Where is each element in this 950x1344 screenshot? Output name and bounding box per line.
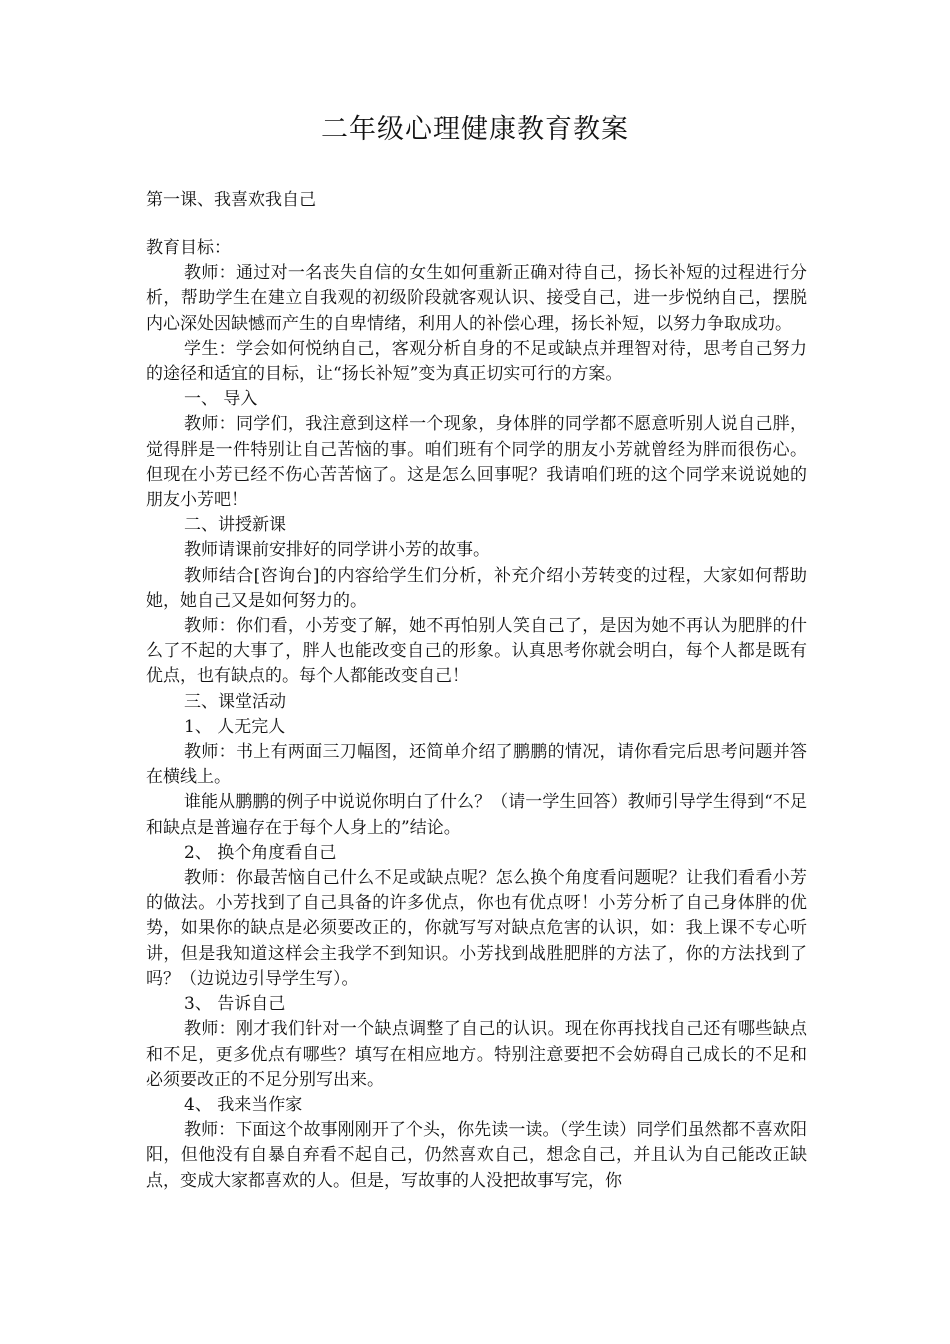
paragraph: 一、 导入 — [184, 389, 258, 410]
paragraph: 学生：学会如何悦纳自己，客观分析自身的不足或缺点并理智对待，思考自己努力的途径和适宜的目标，让“扬长补短”变为真正切实可行的方案。 — [146, 338, 807, 385]
paragraph: 三、课堂活动 — [184, 691, 286, 712]
paragraph: 教师：书上有两面三刀幅图，还简单介绍了鹏鹏的情况，请你看完后思考问题并答在横线上。 — [146, 742, 807, 788]
document-title: 二年级心理健康教育教案 — [321, 114, 629, 145]
paragraph: 3、 告诉自己 — [184, 994, 286, 1015]
paragraph: 教师结合[咨询台]的内容给学生们分析，补充介绍小芳转变的过程，大家如何帮助她，她自己又是如何努力的。 — [146, 565, 807, 611]
paragraph: 1、 人无完人 — [184, 716, 286, 737]
paragraph: 二、讲授新课 — [184, 515, 286, 536]
paragraph: 教师：同学们，我注意到这样一个现象，身体胖的同学都不愿意听别人说自己胖，觉得胖是一件特别让自己苦恼的事。咱们班有个同学的朋友小芳就曾经为胖而很伤心。但现在小芳已经不伤心苦苦恼了。这是怎么回事呢？我请咱们班的这个同学来说说她的朋友小芳吧！ — [146, 414, 807, 511]
paragraph: 教师：刚才我们针对一个缺点调整了自己的认识。现在你再找找自己还有哪些缺点和不足，更多优点有哪些？填写在相应地方。特别注意要把不会妨碍自己成长的不足和必须要改正的不足分别写出来。 — [146, 1019, 807, 1090]
paragraph: 谁能从鹏鹏的例子中说说你明白了什么？（请一学生回答）教师引导学生得到“不足和缺点是普遍存在于每个人身上的”结论。 — [146, 792, 807, 838]
paragraph: 教师：下面这个故事刚刚开了个头，你先读一读。（学生读）同学们虽然都不喜欢阳阳，但他没有自暴自弃看不起自己，仍然喜欢自己，想念自己，并且认为自己能改正缺点，变成大家都喜欢的人。但是，写故事的人没把故事写完，你 — [146, 1120, 807, 1191]
document-body — [146, 236, 807, 1194]
lesson-heading: 第一课、我喜欢我自己 — [146, 190, 316, 210]
paragraph: 教师：你们看，小芳变了解，她不再怕别人笑自己了，是因为她不再认为肥胖的什么了不起的大事了，胖人也能改变自己的形象。认真思考你就会明白，每个人都是既有优点，也有缺点的。每个人都能改变自己！ — [146, 616, 807, 687]
paragraph: 4、 我来当作家 — [184, 1094, 303, 1115]
paragraph: 教育目标： — [146, 238, 231, 258]
paragraph: 教师请课前安排好的同学讲小芳的故事。 — [184, 540, 490, 561]
paragraph: 2、 换个角度看自己 — [184, 842, 337, 863]
paragraph: 教师：你最苦恼自己什么不足或缺点呢？怎么换个角度看问题呢？让我们看看小芳的做法。小芳找到了自己具备的许多优点，你也有优点呀！小芳分析了自己身体胖的优势，如果你的缺点是必须要改正的，你就写写对缺点危害的认识，如：我上课不专心听讲，但是我知道这样会主我学不到知识。小芳找到战胜肥胖的方法了，你的方法找到了吗？（边说边引导学生写）。 — [146, 868, 807, 989]
paragraph: 教师：通过对一名丧失自信的女生如何重新正确对待自己，扬长补短的过程进行分析，帮助学生在建立自我观的初级阶段就客观认识、接受自己，进一步悦纳自己，摆脱内心深处因缺憾而产生的自卑情绪，利用人的补偿心理，扬长补短，以努力争取成功。 — [146, 263, 807, 334]
